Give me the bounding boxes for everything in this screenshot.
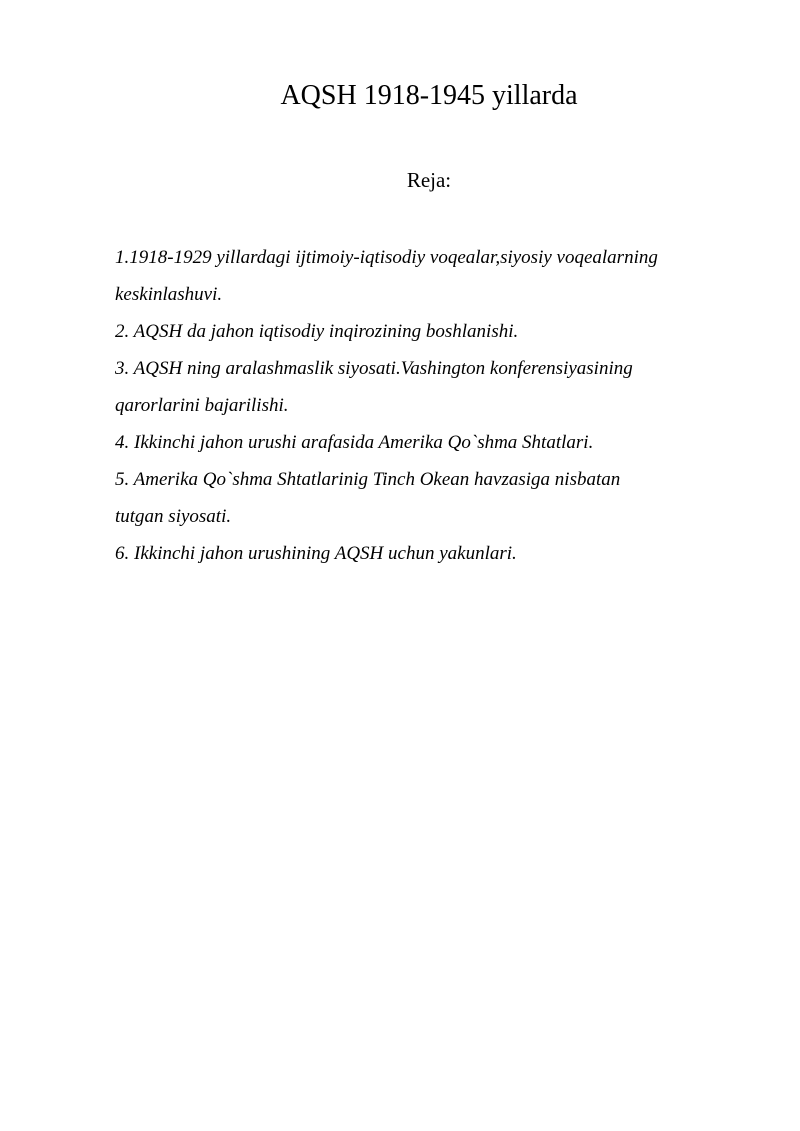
plan-item-5-line-1: 5. Amerika Qo`shma Shtatlarinig Tinch Okean havzasiga nisbatan [115,469,621,490]
page-title: AQSH 1918-1945 yillarda [280,80,578,111]
plan-list [115,239,745,572]
plan-item-3-line-1: 3. AQSH ning aralashmaslik siyosati.Vashington konferensiyasining [115,358,633,379]
plan-item-1-line-2: keskinlashuvi. [115,284,223,305]
plan-item-2: 2. AQSH da jahon iqtisodiy inqirozining boshlanishi. [115,321,519,342]
plan-item-3-line-2: qarorlarini bajarilishi. [115,395,289,416]
plan-item-4: 4. Ikkinchi jahon urushi arafasida Amerika Qo`shma Shtatlari. [115,432,594,453]
plan-item-6: 6. Ikkinchi jahon urushining AQSH uchun yakunlari. [115,543,517,564]
plan-item-5-line-2: tutgan siyosati. [115,506,232,527]
plan-heading: Reja: [406,168,452,192]
plan-item-1-line-1: 1.1918-1929 yillardagi ijtimoiy-iqtisodiy voqealar,siyosiy voqealarning [115,247,658,268]
